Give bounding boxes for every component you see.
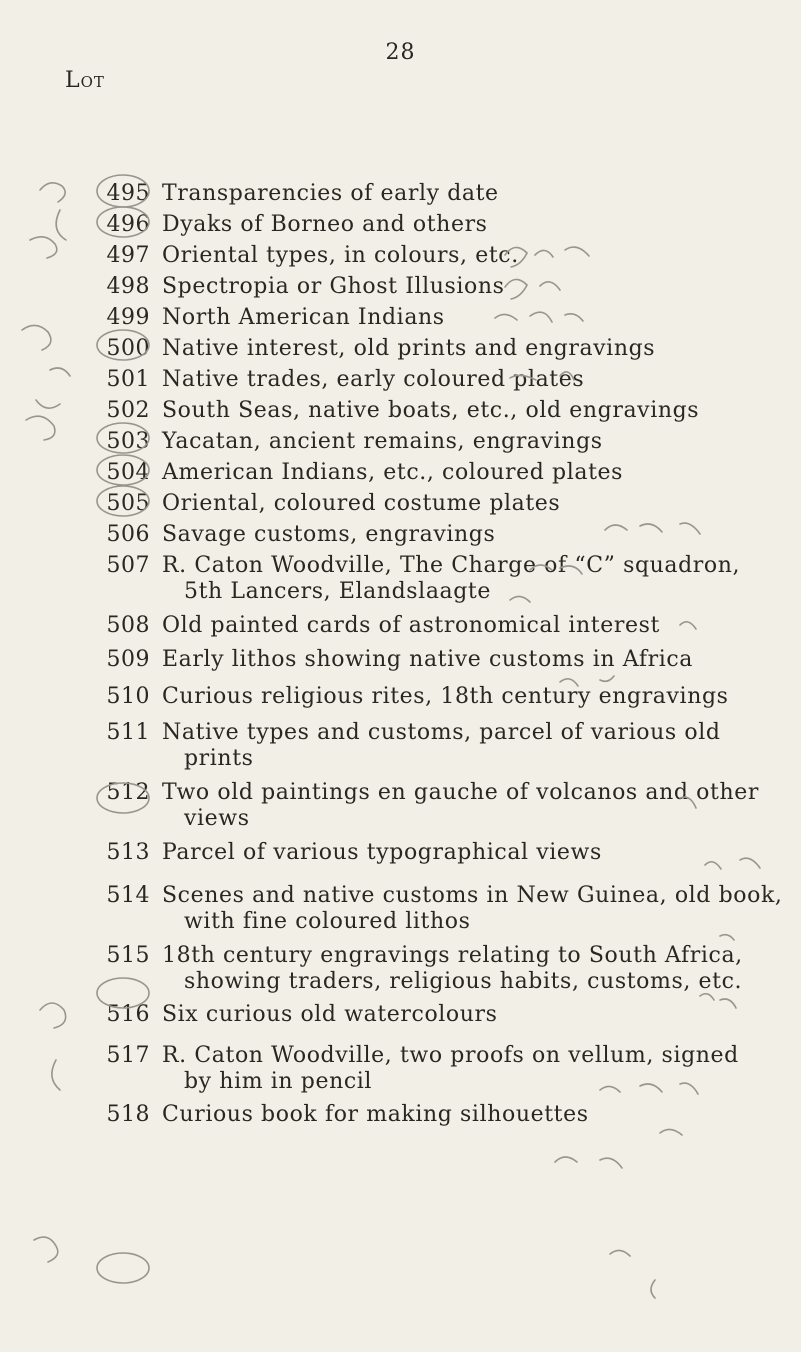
lot-description — [162, 647, 762, 673]
lot-number: 498 — [106, 274, 150, 299]
lot-number: 509 — [106, 647, 150, 672]
lot-description — [162, 460, 762, 486]
lot-description-line: Native types and customs, parcel of various old — [162, 720, 721, 745]
lot-description-line: R. Caton Woodville, two proofs on vellum, signed — [162, 1043, 739, 1068]
lot-description — [162, 780, 762, 832]
lot-description — [162, 1102, 762, 1128]
lot-number: 510 — [106, 684, 150, 709]
lot-number: 504 — [106, 460, 150, 485]
lot-description-line: Early lithos showing native customs in Africa — [162, 647, 694, 672]
lot-description-line: Yacatan, ancient remains, engravings — [162, 429, 603, 454]
lot-description-line: showing traders, religious habits, customs, etc. — [184, 969, 743, 994]
lot-number: 497 — [106, 243, 150, 268]
lot-number: 503 — [106, 429, 150, 454]
lot-description — [162, 883, 783, 935]
lot-description — [162, 720, 762, 772]
lot-description-line: Oriental, coloured costume plates — [162, 491, 561, 516]
lot-number: 500 — [106, 336, 150, 361]
lot-description-line: Curious religious rites, 18th century engravings — [162, 684, 729, 709]
lot-number: 517 — [106, 1043, 150, 1068]
lot-number: 499 — [106, 305, 150, 330]
lot-description-line: Native interest, old prints and engravings — [162, 336, 656, 361]
lot-description-line: with fine coloured lithos — [184, 909, 471, 934]
lot-description-line: Six curious old watercolours — [162, 1002, 498, 1027]
lot-description-line: Curious book for making silhouettes — [162, 1102, 589, 1127]
lot-number: 501 — [106, 367, 150, 392]
lot-description-line: Savage customs, engravings — [162, 522, 496, 547]
lot-number: 512 — [106, 780, 150, 805]
lot-number: 508 — [106, 613, 150, 638]
lot-description-line: prints — [184, 746, 254, 771]
lot-number: 506 — [106, 522, 150, 547]
lot-description-line: 5th Lancers, Elandslaagte — [184, 579, 491, 604]
lot-number: 507 — [106, 553, 150, 578]
lot-description-line: Two old paintings en gauche of volcanos and other — [162, 780, 759, 805]
lot-description-line: Oriental types, in colours, etc. — [162, 243, 519, 268]
lot-description-line: Dyaks of Borneo and others — [162, 212, 488, 237]
lot-description — [162, 684, 762, 710]
lot-description — [162, 553, 762, 605]
lot-description — [162, 274, 762, 300]
lot-description-line: 18th century engravings relating to South Africa, — [162, 943, 743, 968]
lot-number: 496 — [106, 212, 150, 237]
lot-description — [162, 840, 762, 866]
lot-description — [162, 1043, 762, 1095]
lot-description-line: South Seas, native boats, etc., old engravings — [162, 398, 700, 423]
lot-description — [162, 398, 762, 424]
lot-description — [162, 491, 762, 517]
lot-description — [162, 367, 762, 393]
lot-description-line: views — [184, 806, 250, 831]
lot-description-line: Spectropia or Ghost Illusions — [162, 274, 505, 299]
lot-description — [162, 212, 762, 238]
lot-number: 514 — [106, 883, 150, 908]
lot-number: 518 — [106, 1102, 150, 1127]
lot-column-header: Lot — [65, 68, 105, 93]
lot-description — [162, 336, 762, 362]
lot-description-line: North American Indians — [162, 305, 445, 330]
lot-description — [162, 522, 762, 548]
lot-description-line: Old painted cards of astronomical interest — [162, 613, 660, 638]
lot-number: 495 — [106, 181, 150, 206]
lot-description-line: R. Caton Woodville, The Charge of “C” squadron, — [162, 553, 741, 578]
lot-number: 516 — [106, 1002, 150, 1027]
lot-description — [162, 613, 762, 639]
lot-number: 505 — [106, 491, 150, 516]
lot-description-line: Transparencies of early date — [162, 181, 499, 206]
lot-description-line: American Indians, etc., coloured plates — [162, 460, 624, 485]
lot-description-line: by him in pencil — [184, 1069, 373, 1094]
lot-number: 513 — [106, 840, 150, 865]
lot-description — [162, 943, 762, 995]
lot-description — [162, 1002, 762, 1028]
lot-number: 511 — [106, 720, 150, 745]
lot-number: 515 — [106, 943, 150, 968]
lot-description-line: Scenes and native customs in New Guinea, old book, — [162, 883, 783, 908]
lot-description-line: Parcel of various typographical views — [162, 840, 602, 865]
lot-description — [162, 429, 762, 455]
lot-description — [162, 305, 762, 331]
lot-description — [162, 243, 762, 269]
page-number: 28 — [385, 40, 416, 65]
lot-description — [162, 181, 762, 207]
lot-number: 502 — [106, 398, 150, 423]
lot-description-line: Native trades, early coloured plates — [162, 367, 585, 392]
